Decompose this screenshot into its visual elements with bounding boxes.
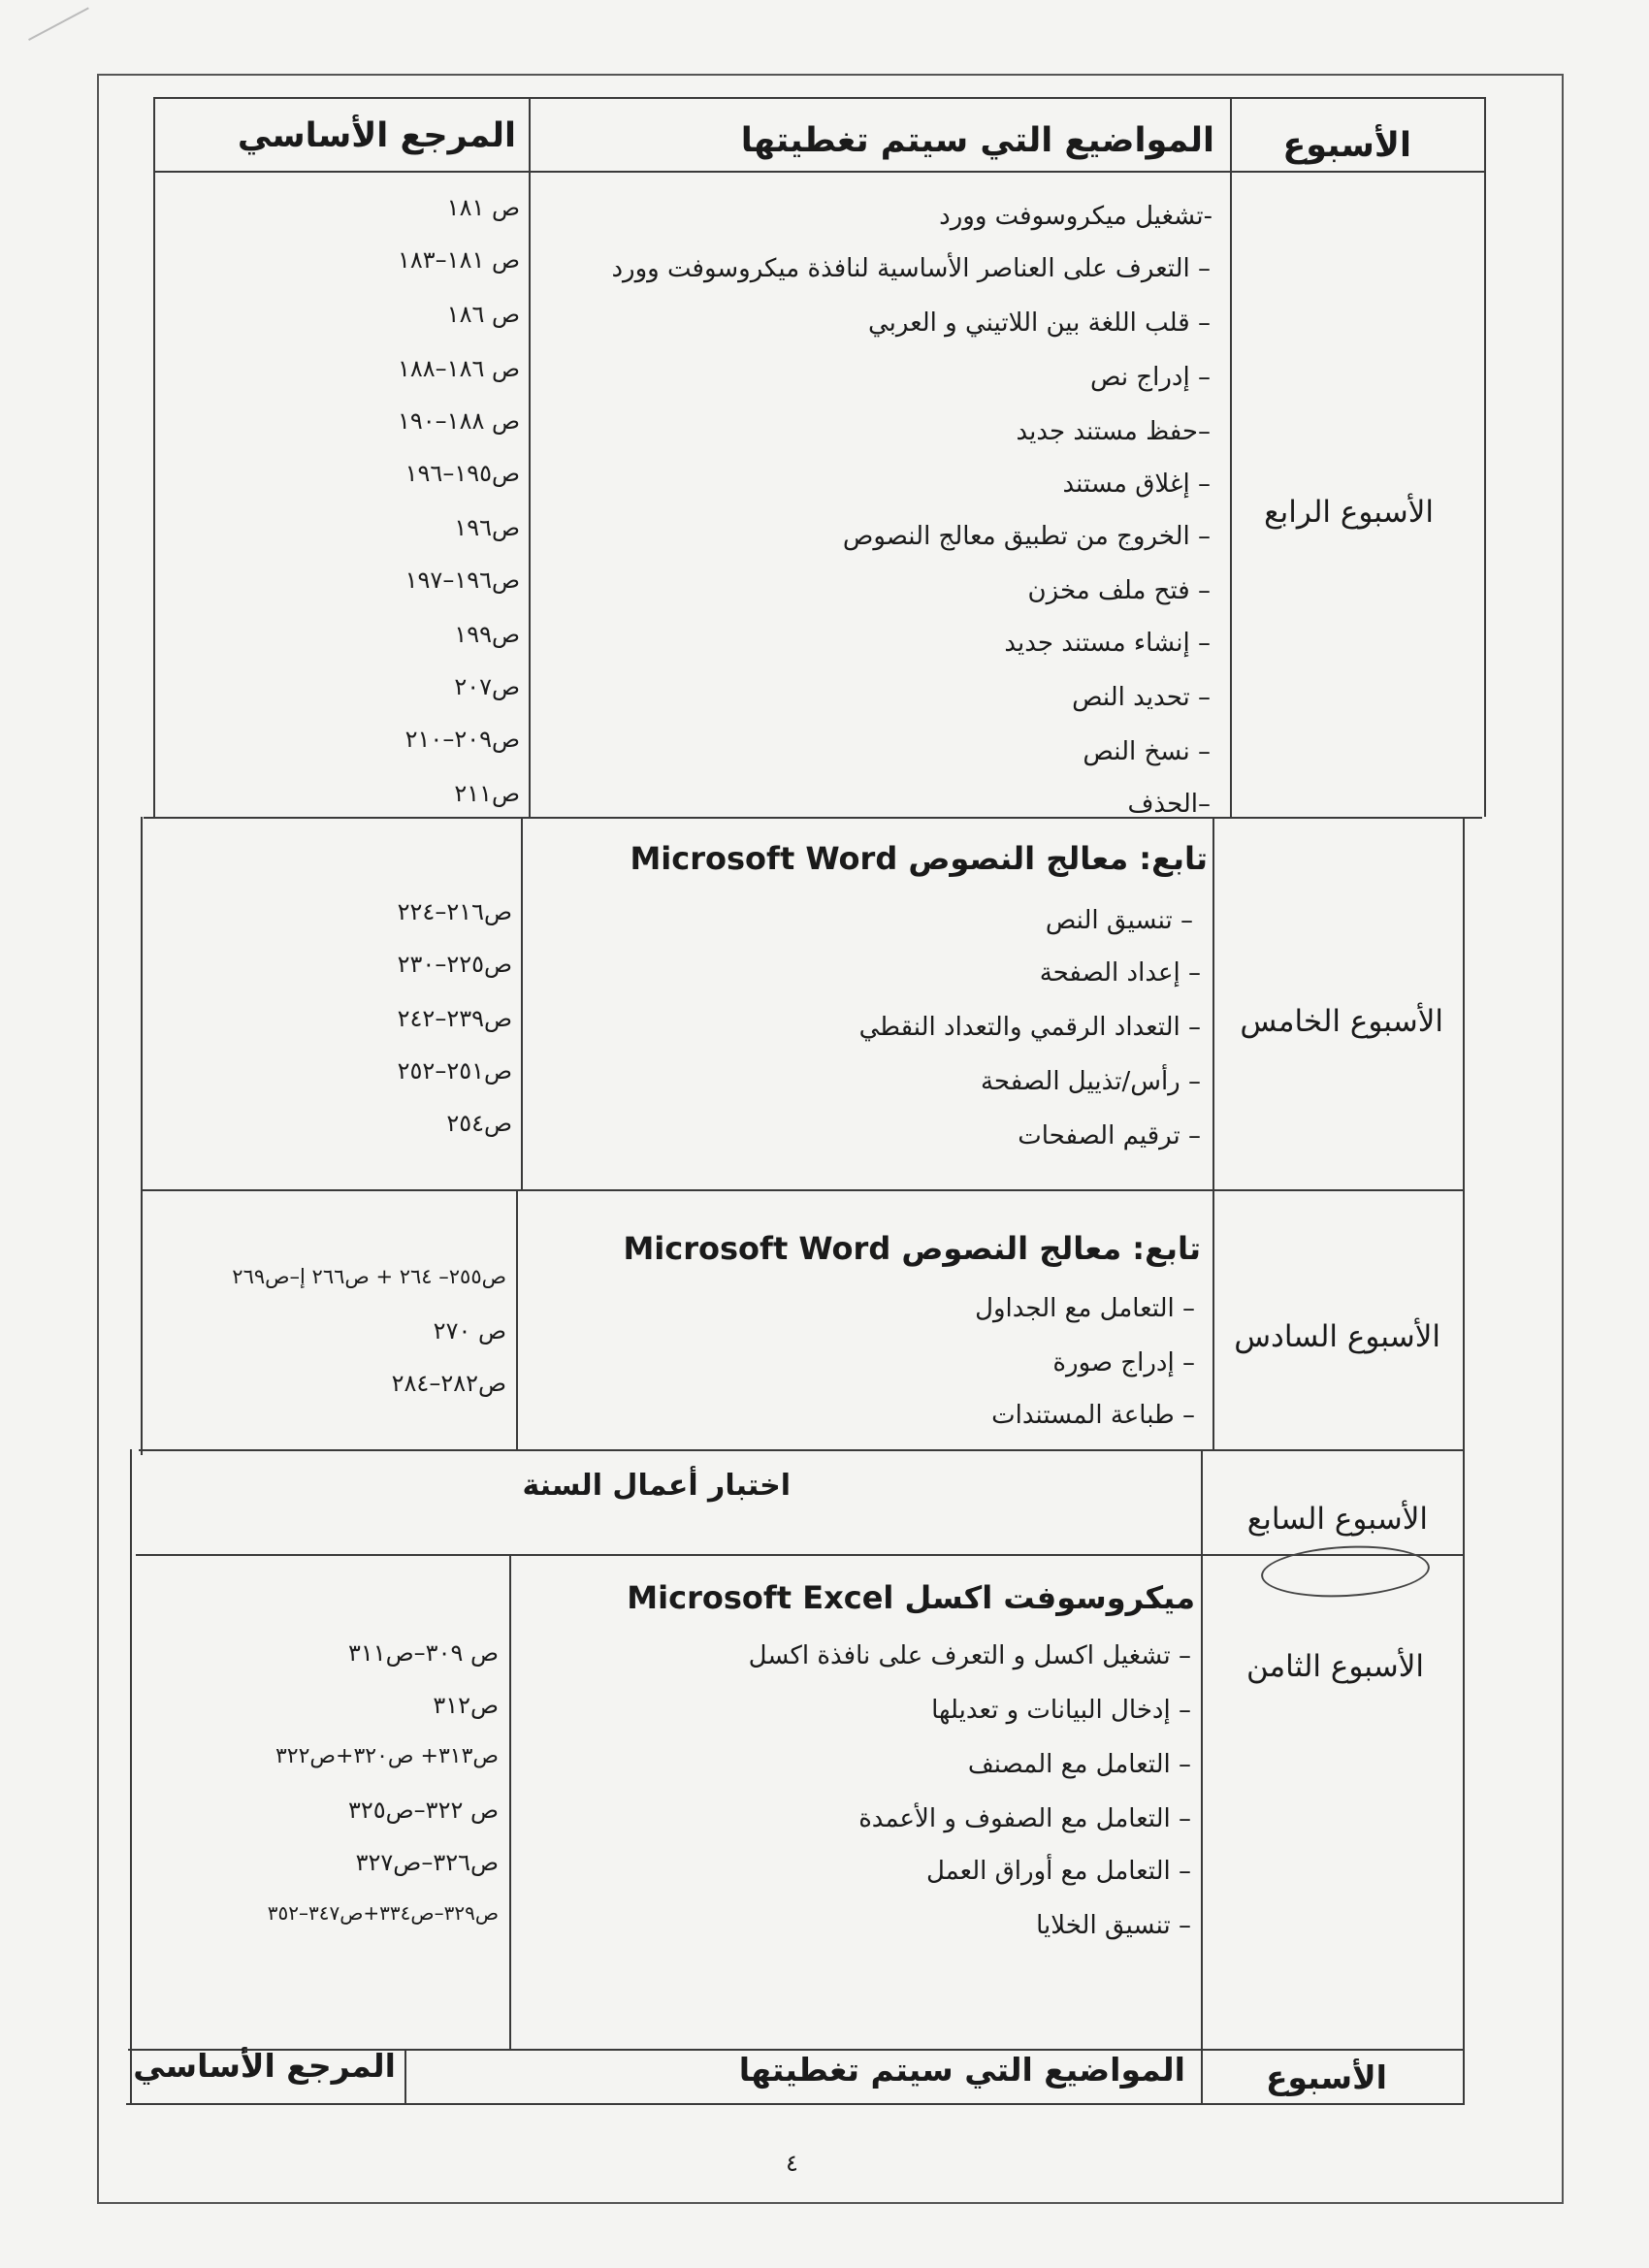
topic-item: – إدراج نص — [1090, 363, 1211, 392]
topic-item: – إعداد الصفحة — [1039, 958, 1201, 988]
row5-bottom-border — [141, 1189, 1465, 1191]
reference-item: ص ١٨٦ — [446, 301, 520, 328]
section-title: ميكروسوفت اكسل Microsoft Excel — [627, 1579, 1195, 1616]
reference-item: ص ٣٢٢–ص٣٢٥ — [347, 1797, 499, 1824]
reference-item: ص١٩٦ — [454, 514, 520, 541]
table-right-border — [1484, 97, 1486, 817]
topic-item: – تشغيل اكسل و التعرف على نافذة اكسل — [748, 1641, 1191, 1670]
reference-item: ص٢١١ — [454, 780, 520, 807]
topic-item: – تنسيق الخلايا — [1036, 1911, 1191, 1940]
reference-item: ص٢٥١–٢٥٢ — [397, 1057, 512, 1085]
row4-bottom-border — [144, 817, 1482, 819]
week-label: الأسبوع السابع — [1246, 1502, 1428, 1537]
topic-item: – التعامل مع الصفوف و الأعمدة — [858, 1804, 1191, 1833]
topic-week-divider — [1230, 97, 1232, 817]
topic-week-divider — [1212, 817, 1214, 1449]
header-reference: المرجع الأساسي — [237, 116, 516, 155]
reference-item: ص٢٠٩–٢١٠ — [404, 726, 520, 753]
topic-item: – إنشاء مستند جديد — [1004, 629, 1211, 658]
reference-item: ص٢٥٤ — [446, 1110, 512, 1137]
topic-item: –الحذف — [1127, 790, 1211, 819]
topic-item: – التعامل مع أوراق العمل — [925, 1857, 1191, 1886]
table-left-border — [141, 817, 143, 1455]
topic-item: – نسخ النص — [1083, 737, 1211, 766]
section-title: تابع: معالج النصوص Microsoft Word — [630, 840, 1208, 877]
topic-item: – قلب اللغة بين اللاتيني و العربي — [867, 308, 1211, 338]
ref-topic-divider — [509, 1554, 511, 2049]
reference-item: ص ١٨٦–١٨٨ — [398, 355, 520, 382]
week-label: الأسبوع الخامس — [1240, 1004, 1443, 1039]
footer-header-topics: المواضيع التي سيتم تغطيتها — [738, 2051, 1185, 2089]
topic-item: -تشغيل ميكروسوفت وورد — [939, 202, 1212, 231]
ref-topic-divider — [516, 1189, 518, 1449]
reference-item: ص٣٢٩–ص٣٣٤+ص٣٤٧–٣٥٢ — [267, 1901, 499, 1925]
table-left-border — [130, 1449, 132, 2105]
section-title: تابع: معالج النصوص Microsoft Word — [623, 1230, 1201, 1267]
ref-topic-divider — [529, 97, 531, 817]
week-label: الأسبوع الثامن — [1245, 1649, 1424, 1684]
topic-week-divider — [1201, 1449, 1203, 2103]
reference-item: ص٢٥٥– ٢٦٤ + ص٢٦٦ إ–ص٢٦٩ — [232, 1265, 506, 1288]
row7-bottom-border — [136, 1554, 1463, 1556]
reference-item: ص ١٨١–١٨٣ — [398, 246, 520, 274]
topic-item: – التعامل مع الجداول — [975, 1294, 1195, 1323]
header-topics: المواضيع التي سيتم تغطيتها — [740, 121, 1214, 160]
ref-topic-divider — [521, 817, 523, 1189]
topic-item: – إدخال البيانات و تعديلها — [931, 1696, 1191, 1725]
reference-item: ص٢٨٢–٢٨٤ — [391, 1370, 506, 1397]
topic-item: – تحديد النص — [1072, 683, 1211, 712]
ref-topic-divider — [404, 2049, 406, 2103]
topic-item: – إغلاق مستند — [1062, 470, 1211, 499]
topic-item: –حفظ مستند جديد — [1016, 417, 1211, 446]
reference-item: ص٢٢٥–٢٣٠ — [397, 951, 512, 978]
header-week: الأسبوع — [1282, 126, 1411, 165]
topic-item: – طباعة المستندات — [991, 1401, 1195, 1430]
reference-item: ص ٢٧٠ — [433, 1317, 506, 1345]
reference-item: ص٣١٣+ ص٣٢٠+ص٣٢٢ — [275, 1744, 499, 1768]
reference-item: ص١٩٥–١٩٦ — [404, 460, 520, 487]
reference-item: ص ٣٠٩–ص٣١١ — [347, 1639, 499, 1667]
table-right-border — [1463, 817, 1465, 2105]
reference-item: ص٢١٦–٢٢٤ — [397, 898, 512, 925]
topic-item: – تنسيق النص — [1045, 906, 1193, 935]
footer-header-reference: المرجع الأساسي — [133, 2047, 396, 2085]
topic-item: – التعداد الرقمي والتعداد النقطي — [858, 1013, 1201, 1042]
topic-item: – فتح ملف مخزن — [1027, 576, 1211, 605]
reference-item: ص١٩٩ — [454, 621, 520, 648]
table-left-border — [153, 97, 155, 817]
reference-item: ص٣٢٦–ص٣٢٧ — [355, 1849, 499, 1876]
topic-item: – إدراج صورة — [1052, 1348, 1195, 1377]
reference-item: ص ١٨٨–١٩٠ — [398, 407, 520, 435]
table-bottom-border — [126, 2103, 1463, 2105]
footer-header-week: الأسبوع — [1265, 2058, 1387, 2096]
reference-item: ص٢٣٩–٢٤٢ — [397, 1005, 512, 1032]
table-top-border — [155, 97, 1486, 99]
exam-label: اختبار أعمال السنة — [522, 1469, 791, 1503]
header-bottom-border — [155, 171, 1486, 173]
reference-item: ص ١٨١ — [446, 194, 520, 221]
reference-item: ص١٩٦–١٩٧ — [404, 567, 520, 594]
topic-item: – التعامل مع المصنف — [967, 1750, 1191, 1779]
row6-bottom-border — [139, 1449, 1463, 1451]
topic-item: – التعرف على العناصر الأساسية لنافذة ميكروسوفت وورد — [611, 254, 1211, 283]
page-number: ٤ — [786, 2150, 798, 2177]
topic-item: – ترقيم الصفحات — [1018, 1121, 1201, 1150]
week-label: الأسبوع السادس — [1234, 1319, 1440, 1354]
week-label: الأسبوع الرابع — [1264, 495, 1434, 530]
reference-item: ص٣١٢ — [433, 1692, 499, 1719]
topic-item: – الخروج من تطبيق معالج النصوص — [842, 522, 1211, 551]
reference-item: ص٢٠٧ — [454, 673, 520, 700]
topic-item: – رأس/تذييل الصفحة — [980, 1067, 1201, 1096]
